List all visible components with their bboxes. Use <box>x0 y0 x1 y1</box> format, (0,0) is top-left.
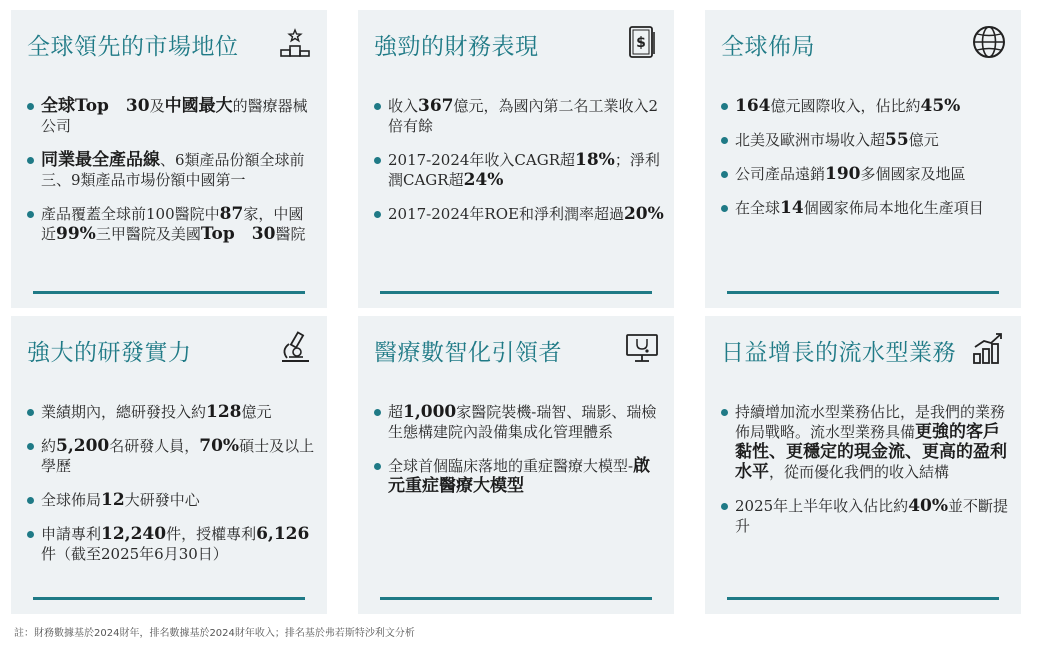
bullet-text: 家醫院裝機-瑞智、瑞影、瑞檢生態構建院內設備集成化管理體系 <box>388 403 657 441</box>
bullet-highlight: 中國最大 <box>164 96 233 116</box>
bullet-list <box>374 96 664 238</box>
bullet-highlight: 同業最全產品線 <box>41 150 160 170</box>
bullet-highlight: 70% <box>199 436 240 456</box>
bullet-highlight: 24% <box>463 170 504 190</box>
bullet-text: 億元國際收入，佔比約 <box>770 97 921 115</box>
card-digital-leader <box>358 316 674 614</box>
bullet-highlight: 更強的客戶黏性、更穩定的現金流、更高的盈利水平 <box>735 422 1007 482</box>
bullet-highlight: 45% <box>920 96 961 116</box>
card-recurring-business <box>705 316 1021 614</box>
card-financial-performance <box>358 10 674 308</box>
bullet-item <box>374 96 664 136</box>
bullet-highlight: Top 30 <box>200 224 276 244</box>
card-underline <box>727 597 999 600</box>
bullet-text: ；淨利潤CAGR超 <box>388 151 660 189</box>
bullet-text: 2017-2024年ROE和淨利潤率超過 <box>388 205 624 223</box>
bullet-text: 持續增加流水型業務佔比，是我們的業務佈局戰略。流水型業務具備 <box>735 403 1006 441</box>
card-market-position <box>11 10 327 308</box>
bullet-highlight: 99% <box>56 224 96 244</box>
bullet-highlight: 55 <box>885 130 909 150</box>
bullet-text: 收入 <box>388 97 419 115</box>
bullet-text: 件，授權專利 <box>166 525 257 543</box>
bullet-highlight: 164 <box>735 96 771 116</box>
card-underline <box>33 291 305 294</box>
bullet-text: 2017-2024年收入CAGR超 <box>388 151 576 169</box>
card-title: 全球領先的市場地位 <box>27 34 239 60</box>
bullet-highlight: 87 <box>219 204 244 224</box>
bullet-text: ，從而優化我們的收入結構 <box>769 463 950 481</box>
bullet-text: 申請專利 <box>41 525 102 543</box>
bullet-text: 全球佈局 <box>41 491 102 509</box>
bullet-text: 名研發人員， <box>109 437 200 455</box>
bullet-item <box>721 496 1011 536</box>
bullet-item <box>27 96 317 136</box>
bullet-list <box>374 402 664 510</box>
bullet-highlight: 190 <box>825 164 861 184</box>
card-rd-strength <box>11 316 327 614</box>
card-underline <box>33 597 305 600</box>
bullet-text: 大研發中心 <box>124 491 200 509</box>
bullet-item <box>374 204 664 224</box>
bullet-highlight: 6,126 <box>256 524 310 544</box>
bullet-highlight: 40% <box>908 496 948 516</box>
bullet-list <box>27 402 317 578</box>
card-title: 全球佈局 <box>721 34 815 60</box>
bullet-text: 家，中國近 <box>41 205 304 243</box>
bullet-item <box>374 456 664 496</box>
bullet-highlight: 18% <box>575 150 615 170</box>
bullet-item <box>721 96 1011 116</box>
bullet-item <box>721 402 1011 482</box>
bullet-item <box>374 150 664 190</box>
bullet-item <box>27 402 317 422</box>
bullet-text: 約 <box>41 437 57 455</box>
bullet-item <box>374 402 664 442</box>
bullet-list <box>27 96 317 258</box>
bullet-highlight: 20% <box>623 204 664 224</box>
bullet-text: 全球首個臨床落地的重症醫療大模型- <box>388 457 634 475</box>
bullet-text: 億元 <box>241 403 272 421</box>
bullet-text: 多個國家及地區 <box>860 165 966 183</box>
bullet-highlight: 12,240 <box>101 524 167 544</box>
bullet-text: 、6類產品份額全球前三、9類產品市場份額中國第一 <box>41 151 305 189</box>
bullet-highlight: 14 <box>780 198 804 218</box>
bullet-text: 三甲醫院及美國 <box>95 225 201 243</box>
bullet-highlight: 12 <box>101 490 125 510</box>
bullet-text: 北美及歐洲市場收入超 <box>735 131 886 149</box>
bullet-text: 2025年上半年收入佔比約 <box>735 497 909 515</box>
bullet-text: 醫院 <box>275 225 306 243</box>
footnote: 註：財務數據基於2024財年，排名數據基於2024財年收入；排名基於弗若斯特沙利文分析 <box>14 628 415 639</box>
bullet-text: 超 <box>388 403 404 421</box>
bullet-text: 億元 <box>908 131 939 149</box>
growth-chart-icon <box>971 330 1007 366</box>
bullet-highlight: 5,200 <box>56 436 110 456</box>
card-underline <box>380 597 652 600</box>
bullet-text: 億元，為國內第二名工業收入2倍有餘 <box>388 97 659 135</box>
card-title: 強大的研發實力 <box>27 340 192 366</box>
bullet-text: 在全球 <box>735 199 781 217</box>
bullet-list <box>721 402 1011 550</box>
card-underline <box>727 291 999 294</box>
bullet-item <box>27 204 317 244</box>
card-global-presence <box>705 10 1021 308</box>
bullet-text: 的醫療器械公司 <box>41 97 308 135</box>
bullet-item <box>27 490 317 510</box>
bullet-text: 碩士及以上學歷 <box>41 437 315 475</box>
bullet-item <box>27 150 317 190</box>
bullet-highlight: 128 <box>206 402 242 422</box>
bullet-item <box>721 164 1011 184</box>
bullet-text: 及 <box>149 97 165 115</box>
bullet-highlight: 啟元重症醫療大模型 <box>388 456 651 496</box>
podium-star-icon <box>277 24 313 60</box>
card-underline <box>380 291 652 294</box>
bullet-text: 個國家佈局本地化生產項目 <box>803 199 984 217</box>
bullet-item <box>27 436 317 476</box>
card-title: 醫療數智化引領者 <box>374 340 562 366</box>
bullet-text: 公司產品遠銷 <box>735 165 826 183</box>
bullet-text: 產品覆蓋全球前100醫院中 <box>41 205 220 223</box>
microscope-icon <box>277 330 313 366</box>
bullet-text: 並不斷提升 <box>735 497 1009 535</box>
bullet-list <box>721 96 1011 232</box>
monitor-stethoscope-icon <box>624 330 660 366</box>
bullet-item <box>721 130 1011 150</box>
bullet-item <box>721 198 1011 218</box>
globe-icon <box>971 24 1007 60</box>
bullet-item <box>27 524 317 564</box>
bullet-highlight: 全球Top 30 <box>41 96 150 116</box>
card-title: 強勁的財務表現 <box>374 34 539 60</box>
financial-document-icon <box>624 24 660 60</box>
svg-text:$: $ <box>636 35 646 51</box>
bullet-text: 業績期內，總研發投入約 <box>41 403 207 421</box>
bullet-highlight: 1,000 <box>403 402 457 422</box>
bullet-highlight: 367 <box>418 96 454 116</box>
card-title: 日益增長的流水型業務 <box>721 340 956 366</box>
bullet-text: 件（截至2025年6月30日） <box>41 545 228 563</box>
